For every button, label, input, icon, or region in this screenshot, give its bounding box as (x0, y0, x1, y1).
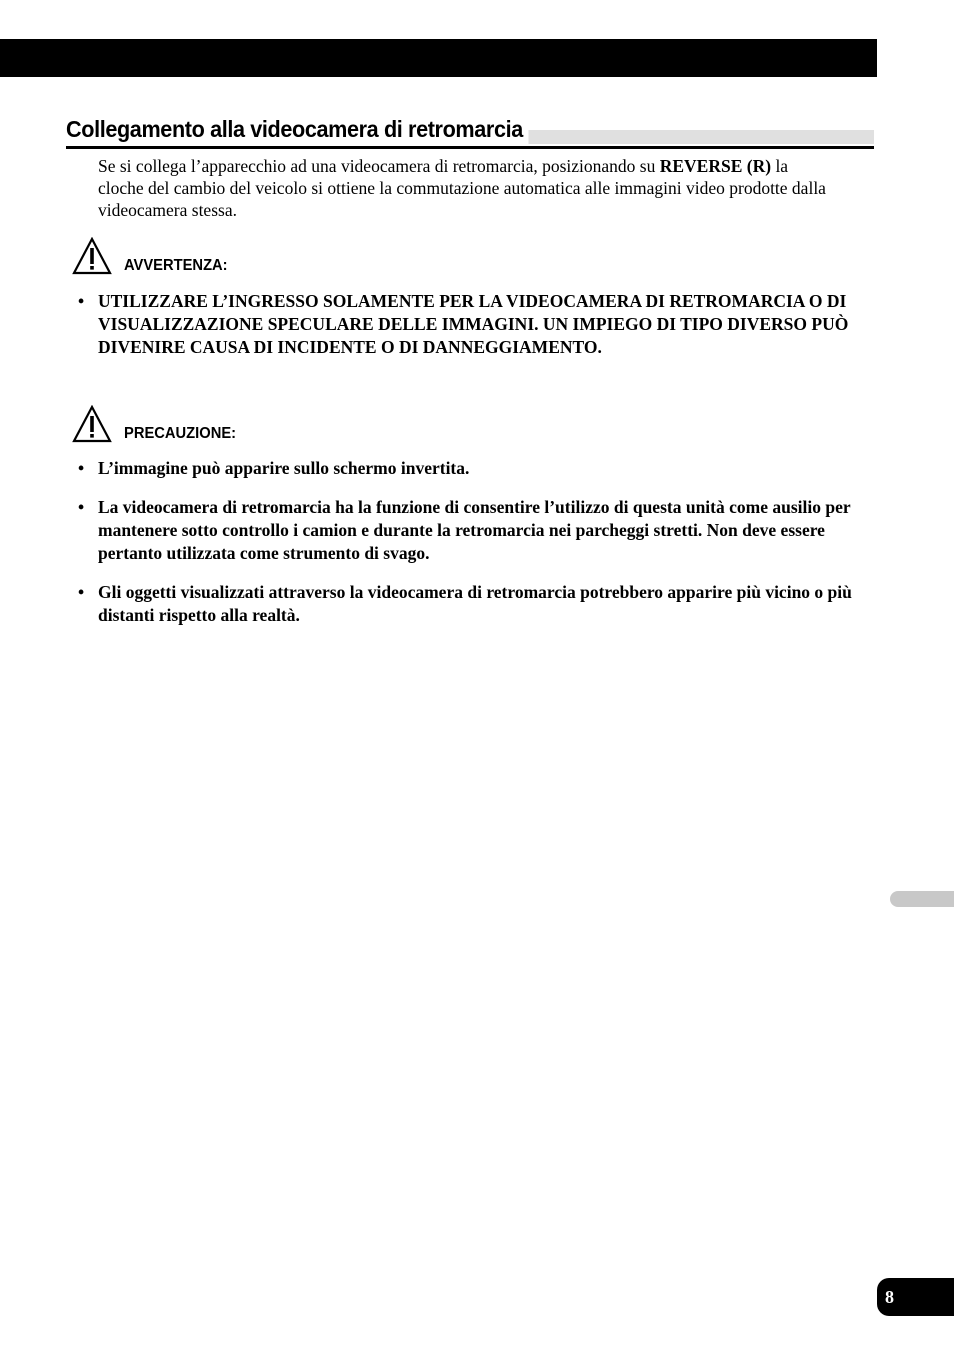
intro-text-1: Se si collega l’apparecchio ad una videocamera di retromarcia, posizionando su (98, 156, 660, 176)
item-text: UTILIZZARE L’INGRESSO SOLAMENTE PER LA VIDEOCAMERA DI RETROMARCIA O DI VISUALIZZAZIONE SPECULARE DELLE IMMAGINI. UN IMPIEGO DI TIPO DIVERSO PUÒ DIVENIRE CAUSA DI INCIDENTE O DI DANNEGGIAMENTO. (98, 291, 849, 357)
page-number: 8 (877, 1278, 954, 1316)
item-text: L’immagine può apparire sullo schermo invertita. (98, 458, 470, 478)
section-heading (66, 112, 874, 150)
warning-header (72, 237, 237, 275)
section-title: Collegamento alla videocamera di retromarcia (66, 114, 529, 144)
bullet: • (78, 458, 85, 478)
intro-text-2: la cloche del cambio del veicolo si ottiene la commutazione automatica alle immagini video prodotte dalla videocamera stessa. (98, 156, 826, 220)
item-text: Gli oggetti visualizzati attraverso la videocamera di retromarcia potrebbero apparire più vicino o più distanti rispetto alla realtà. (98, 582, 852, 625)
list-item (78, 290, 868, 359)
warning-triangle-icon (72, 237, 112, 275)
section-side-tab (890, 891, 954, 907)
warning-triangle-icon (72, 405, 112, 443)
intro-bold: REVERSE (R) (659, 156, 772, 176)
list-item (78, 581, 868, 627)
warning-label: AVVERTENZA: (124, 257, 228, 274)
heading-rule (66, 146, 874, 149)
warning-list (78, 290, 868, 375)
caution-label: PRECAUZIONE: (124, 425, 237, 442)
caution-header (72, 405, 246, 443)
item-text: La videocamera di retromarcia ha la funzione di consentire l’utilizzo di questa unità come ausilio per mantenere sotto controllo i camion e durante la retromarcia nei parcheggi stretti. Non deve essere pertanto utilizzata come strumento di svago. (98, 497, 851, 563)
caution-list (78, 457, 868, 643)
list-item (78, 496, 868, 565)
list-item (78, 457, 868, 480)
bullet: • (78, 291, 85, 311)
top-bar (0, 39, 877, 77)
intro-paragraph (98, 155, 838, 221)
bullet: • (78, 497, 85, 517)
bullet: • (78, 582, 85, 602)
